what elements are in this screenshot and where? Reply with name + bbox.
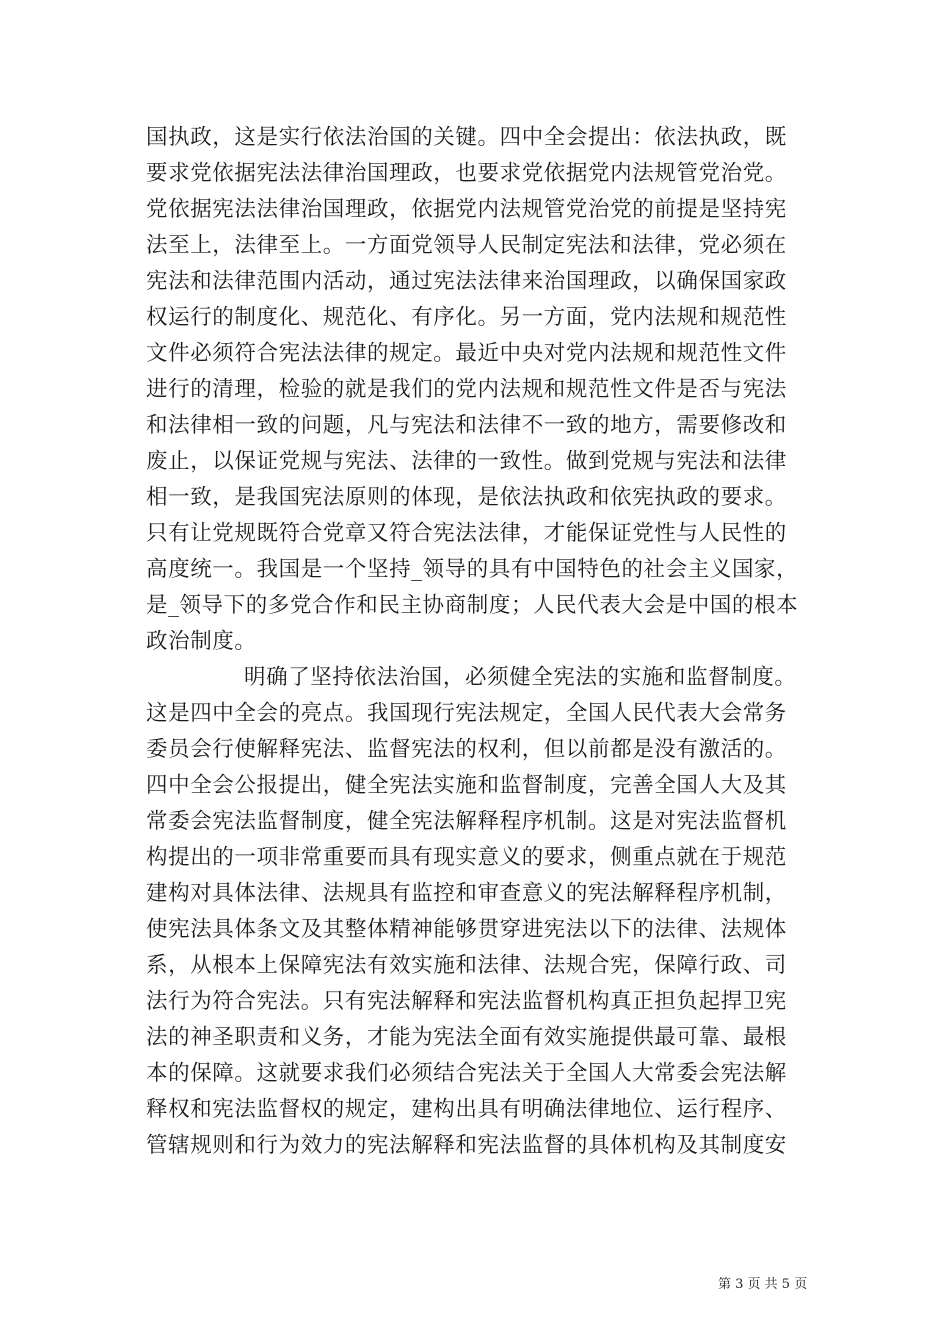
text-line: 管辖规则和行为效力的宪法解释和宪法监督的具体机构及其制度安 [146, 1133, 787, 1158]
text-line: 释权和宪法监督权的规定，建构出具有明确法律地位、运行程序、 [146, 1097, 787, 1122]
text-line: 建构对具体法律、法规具有监控和审查意义的宪法解释程序机制， [146, 881, 787, 906]
text-line: 国执政，这是实行依法治国的关键。四中全会提出：依法执政，既 [146, 125, 787, 150]
text-line: 本的保障。这就要求我们必须结合宪法关于全国人大常委会宪法解 [146, 1061, 787, 1086]
text-line: 法的神圣职责和义务，才能为宪法全面有效实施提供最可靠、最根 [146, 1025, 787, 1050]
text-line: 高度统一。我国是一个坚持_领导的具有中国特色的社会主义国家， [146, 557, 799, 582]
text-line: 政治制度。 [146, 629, 257, 654]
text-line: 使宪法具体条文及其整体精神能够贯穿进宪法以下的法律、法规体 [146, 917, 787, 942]
text-line: 四中全会公报提出，健全宪法实施和监督制度，完善全国人大及其 [146, 773, 787, 798]
text-line: 构提出的一项非常重要而具有现实意义的要求，侧重点就在于规范 [146, 845, 787, 870]
text-line: 权运行的制度化、规范化、有序化。另一方面，党内法规和规范性 [146, 305, 787, 330]
text-line: 这是四中全会的亮点。我国现行宪法规定，全国人民代表大会常务 [146, 701, 787, 726]
paragraph-first-line: 明确了坚持依法治国，必须健全宪法的实施和监督制度。 [244, 665, 797, 690]
text-line: 文件必须符合宪法法律的规定。最近中央对党内法规和规范性文件 [146, 341, 787, 366]
text-line: 法行为符合宪法。只有宪法解释和宪法监督机构真正担负起捍卫宪 [146, 989, 787, 1014]
text-line: 是_领导下的多党合作和民主协商制度；人民代表大会是中国的根本 [146, 593, 799, 618]
text-line: 系，从根本上保障宪法有效实施和法律、法规合宪，保障行政、司 [146, 953, 787, 978]
text-line: 法至上，法律至上。一方面党领导人民制定宪法和法律，党必须在 [146, 233, 787, 258]
text-line: 宪法和法律范围内活动，通过宪法法律来治国理政，以确保国家政 [146, 269, 787, 294]
text-line: 废止，以保证党规与宪法、法律的一致性。做到党规与宪法和法律 [146, 449, 787, 474]
text-line: 只有让党规既符合党章又符合宪法法律，才能保证党性与人民性的 [146, 521, 787, 546]
text-line: 党依据宪法法律治国理政，依据党内法规管党治党的前提是坚持宪 [146, 197, 787, 222]
text-line: 和法律相一致的问题，凡与宪法和法律不一致的地方，需要修改和 [146, 413, 787, 438]
text-line: 进行的清理，检验的就是我们的党内法规和规范性文件是否与宪法 [146, 377, 787, 402]
text-line: 要求党依据宪法法律治国理政，也要求党依据党内法规管党治党。 [146, 161, 787, 186]
text-line: 相一致，是我国宪法原则的体现，是依法执政和依宪执政的要求。 [146, 485, 787, 510]
text-line: 常委会宪法监督制度，健全宪法解释程序机制。这是对宪法监督机 [146, 809, 787, 834]
text-line: 委员会行使解释宪法、监督宪法的权利，但以前都是没有激活的。 [146, 737, 787, 762]
page-number-footer: 第 3 页 共 5 页 [718, 1277, 808, 1292]
